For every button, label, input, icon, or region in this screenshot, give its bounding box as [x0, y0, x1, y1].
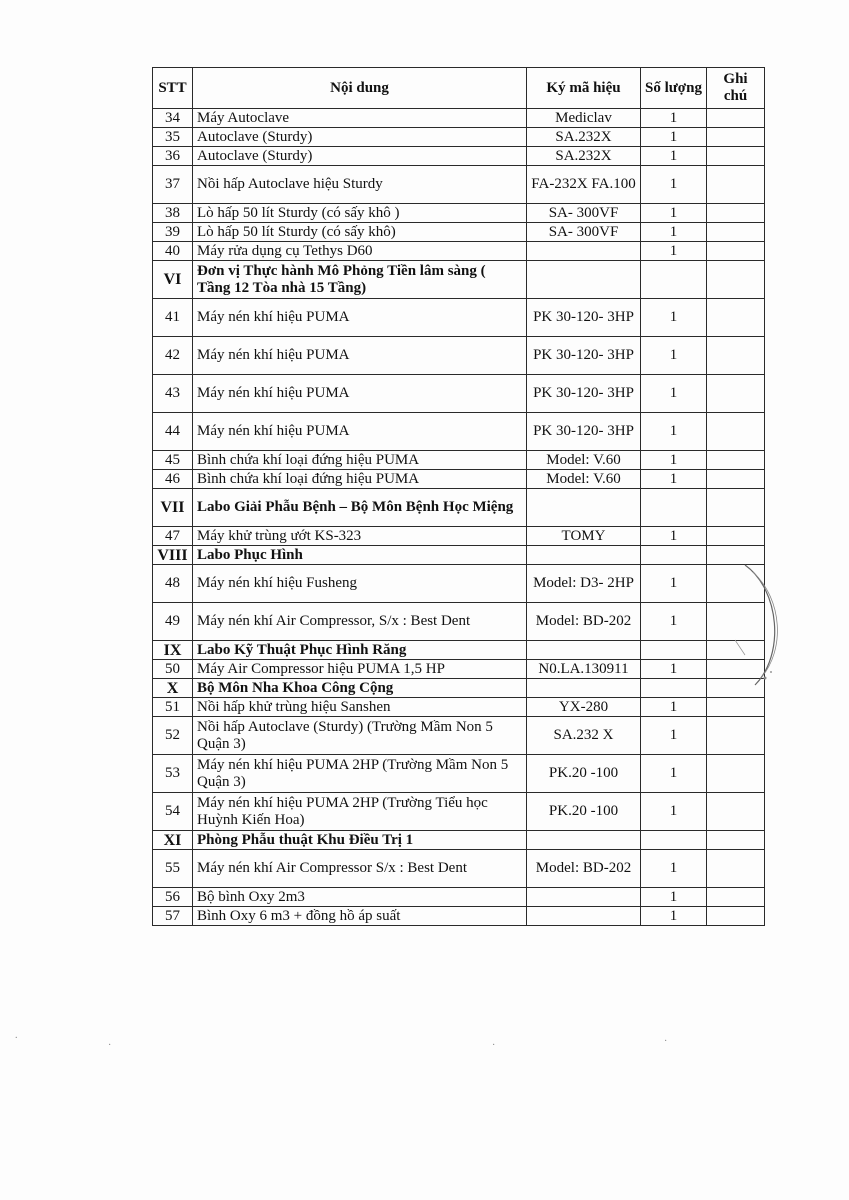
row-ky-ma-hieu-cell: PK 30-120- 3HP: [527, 375, 641, 413]
row-ky-ma-hieu-cell: SA.232X: [527, 147, 641, 166]
row-ghi-chu-cell: [707, 261, 765, 299]
row-noi-dung-cell: Máy nén khí hiệu PUMA: [193, 337, 527, 375]
row-ky-ma-hieu-cell: [527, 888, 641, 907]
row-so-luong-cell: 1: [641, 603, 707, 641]
row-noi-dung-cell: Phòng Phẫu thuật Khu Điều Trị 1: [193, 831, 527, 850]
row-ky-ma-hieu-cell: [527, 546, 641, 565]
row-stt-cell: 35: [153, 128, 193, 147]
header-ghi-chu: Ghi chú: [707, 68, 765, 109]
row-stt-cell: VI: [153, 261, 193, 299]
row-noi-dung-cell: Bình chứa khí loại đứng hiệu PUMA: [193, 470, 527, 489]
row-stt-cell: 45: [153, 451, 193, 470]
table-row: [153, 527, 765, 546]
row-so-luong-cell: [641, 831, 707, 850]
row-stt-cell: 36: [153, 147, 193, 166]
row-noi-dung-cell: Bình Oxy 6 m3 + đồng hồ áp suất: [193, 907, 527, 926]
row-ky-ma-hieu-cell: PK 30-120- 3HP: [527, 299, 641, 337]
table-row: [153, 470, 765, 489]
row-stt-cell: 57: [153, 907, 193, 926]
row-noi-dung-cell: Lò hấp 50 lít Sturdy (có sấy khô ): [193, 204, 527, 223]
row-ghi-chu-cell: [707, 204, 765, 223]
section-row: [153, 679, 765, 698]
row-stt-cell: 43: [153, 375, 193, 413]
row-ghi-chu-cell: [707, 850, 765, 888]
row-ky-ma-hieu-cell: PK 30-120- 3HP: [527, 337, 641, 375]
row-stt-cell: IX: [153, 641, 193, 660]
header-stt: STT: [153, 68, 193, 109]
row-stt-cell: 50: [153, 660, 193, 679]
scan-speck: ·: [108, 1040, 112, 1051]
row-stt-cell: 34: [153, 109, 193, 128]
row-noi-dung-cell: Máy rửa dụng cụ Tethys D60: [193, 242, 527, 261]
row-so-luong-cell: 1: [641, 204, 707, 223]
row-ky-ma-hieu-cell: SA.232X: [527, 128, 641, 147]
row-ky-ma-hieu-cell: SA- 300VF: [527, 204, 641, 223]
scan-speck: ·: [492, 1040, 496, 1051]
row-ky-ma-hieu-cell: YX-280: [527, 698, 641, 717]
row-noi-dung-cell: Lò hấp 50 lít Sturdy (có sấy khô): [193, 223, 527, 242]
row-ghi-chu-cell: [707, 166, 765, 204]
row-noi-dung-cell: Labo Phục Hình: [193, 546, 527, 565]
row-ghi-chu-cell: [707, 451, 765, 470]
row-stt-cell: 37: [153, 166, 193, 204]
row-so-luong-cell: 1: [641, 527, 707, 546]
table-row: [153, 147, 765, 166]
row-ghi-chu-cell: [707, 147, 765, 166]
row-so-luong-cell: 1: [641, 223, 707, 242]
row-noi-dung-cell: Nồi hấp Autoclave hiệu Sturdy: [193, 166, 527, 204]
table-row: [153, 299, 765, 337]
table-row: [153, 660, 765, 679]
row-noi-dung-cell: Máy nén khí hiệu PUMA: [193, 299, 527, 337]
row-so-luong-cell: 1: [641, 907, 707, 926]
row-noi-dung-cell: Máy khử trùng ướt KS-323: [193, 527, 527, 546]
row-noi-dung-cell: Bộ bình Oxy 2m3: [193, 888, 527, 907]
table-row: [153, 128, 765, 147]
row-noi-dung-cell: Đơn vị Thực hành Mô Phỏng Tiền lâm sàng ( Tầng 12 Tòa nhà 15 Tầng): [193, 261, 527, 299]
row-ghi-chu-cell: [707, 489, 765, 527]
row-stt-cell: XI: [153, 831, 193, 850]
row-noi-dung-cell: Máy Autoclave: [193, 109, 527, 128]
row-so-luong-cell: [641, 641, 707, 660]
row-so-luong-cell: [641, 679, 707, 698]
row-noi-dung-cell: Autoclave (Sturdy): [193, 147, 527, 166]
row-ghi-chu-cell: [707, 223, 765, 242]
table-row: [153, 565, 765, 603]
row-ky-ma-hieu-cell: PK.20 -100: [527, 755, 641, 793]
row-ghi-chu-cell: [707, 413, 765, 451]
row-ghi-chu-cell: [707, 717, 765, 755]
section-row: [153, 641, 765, 660]
row-so-luong-cell: 1: [641, 166, 707, 204]
row-ky-ma-hieu-cell: [527, 831, 641, 850]
row-so-luong-cell: 1: [641, 888, 707, 907]
row-noi-dung-cell: Máy nén khí Air Compressor S/x : Best Dent: [193, 850, 527, 888]
row-ghi-chu-cell: [707, 375, 765, 413]
row-ky-ma-hieu-cell: SA- 300VF: [527, 223, 641, 242]
row-noi-dung-cell: Autoclave (Sturdy): [193, 128, 527, 147]
row-noi-dung-cell: Máy nén khí hiệu PUMA: [193, 413, 527, 451]
table-row: [153, 451, 765, 470]
row-ghi-chu-cell: [707, 888, 765, 907]
row-so-luong-cell: 1: [641, 299, 707, 337]
row-so-luong-cell: 1: [641, 337, 707, 375]
row-ky-ma-hieu-cell: [527, 641, 641, 660]
row-stt-cell: 53: [153, 755, 193, 793]
row-ghi-chu-cell: [707, 793, 765, 831]
row-so-luong-cell: 1: [641, 375, 707, 413]
scan-speck: .: [15, 1030, 18, 1041]
scan-speck: ·: [664, 1036, 668, 1047]
row-stt-cell: 48: [153, 565, 193, 603]
row-noi-dung-cell: Nồi hấp Autoclave (Sturdy) (Trường Mầm Non 5 Quận 3): [193, 717, 527, 755]
row-noi-dung-cell: Labo Kỹ Thuật Phục Hình Răng: [193, 641, 527, 660]
row-ky-ma-hieu-cell: [527, 261, 641, 299]
row-ghi-chu-cell: [707, 470, 765, 489]
row-so-luong-cell: [641, 489, 707, 527]
row-ky-ma-hieu-cell: Model: D3- 2HP: [527, 565, 641, 603]
row-noi-dung-cell: Bình chứa khí loại đứng hiệu PUMA: [193, 451, 527, 470]
table-header-row: [153, 68, 765, 109]
header-ky-ma-hieu: Ký mã hiệu: [527, 68, 641, 109]
row-stt-cell: X: [153, 679, 193, 698]
section-row: [153, 546, 765, 565]
row-ky-ma-hieu-cell: [527, 907, 641, 926]
section-row: [153, 831, 765, 850]
table-row: [153, 223, 765, 242]
row-stt-cell: 49: [153, 603, 193, 641]
row-stt-cell: 46: [153, 470, 193, 489]
row-stt-cell: VIII: [153, 546, 193, 565]
row-ky-ma-hieu-cell: [527, 242, 641, 261]
row-stt-cell: 55: [153, 850, 193, 888]
row-so-luong-cell: [641, 261, 707, 299]
row-so-luong-cell: 1: [641, 698, 707, 717]
equipment-table: [152, 67, 765, 926]
row-stt-cell: 40: [153, 242, 193, 261]
row-noi-dung-cell: Máy Air Compressor hiệu PUMA 1,5 HP: [193, 660, 527, 679]
table-row: [153, 413, 765, 451]
row-so-luong-cell: 1: [641, 242, 707, 261]
header-noi-dung: Nội dung: [193, 68, 527, 109]
row-so-luong-cell: 1: [641, 660, 707, 679]
row-ghi-chu-cell: [707, 128, 765, 147]
table-row: [153, 337, 765, 375]
section-row: [153, 261, 765, 299]
table-row: [153, 907, 765, 926]
table-row: [153, 793, 765, 831]
row-ky-ma-hieu-cell: FA-232X FA.100: [527, 166, 641, 204]
table-row: [153, 888, 765, 907]
table-row: [153, 204, 765, 223]
row-stt-cell: 47: [153, 527, 193, 546]
section-row: [153, 489, 765, 527]
row-ky-ma-hieu-cell: Model: V.60: [527, 470, 641, 489]
row-stt-cell: 44: [153, 413, 193, 451]
row-so-luong-cell: 1: [641, 147, 707, 166]
row-noi-dung-cell: Bộ Môn Nha Khoa Công Cộng: [193, 679, 527, 698]
row-noi-dung-cell: Máy nén khí hiệu Fusheng: [193, 565, 527, 603]
table-row: [153, 242, 765, 261]
row-stt-cell: VII: [153, 489, 193, 527]
row-ghi-chu-cell: [707, 242, 765, 261]
row-noi-dung-cell: Labo Giải Phẫu Bệnh – Bộ Môn Bệnh Học Miệng: [193, 489, 527, 527]
row-ky-ma-hieu-cell: SA.232 X: [527, 717, 641, 755]
row-ky-ma-hieu-cell: TOMY: [527, 527, 641, 546]
row-so-luong-cell: 1: [641, 565, 707, 603]
row-so-luong-cell: 1: [641, 470, 707, 489]
row-so-luong-cell: 1: [641, 413, 707, 451]
row-ghi-chu-cell: [707, 831, 765, 850]
row-noi-dung-cell: Máy nén khí hiệu PUMA 2HP (Trường Mầm Non 5 Quận 3): [193, 755, 527, 793]
table-body: [153, 109, 765, 926]
row-ky-ma-hieu-cell: Model: V.60: [527, 451, 641, 470]
table-row: [153, 375, 765, 413]
row-so-luong-cell: 1: [641, 717, 707, 755]
table-row: [153, 166, 765, 204]
row-ghi-chu-cell: [707, 337, 765, 375]
row-ghi-chu-cell: [707, 299, 765, 337]
row-ghi-chu-cell: [707, 109, 765, 128]
row-ky-ma-hieu-cell: PK.20 -100: [527, 793, 641, 831]
row-ghi-chu-cell: [707, 755, 765, 793]
row-stt-cell: 38: [153, 204, 193, 223]
row-ky-ma-hieu-cell: PK 30-120- 3HP: [527, 413, 641, 451]
row-stt-cell: 54: [153, 793, 193, 831]
row-noi-dung-cell: Máy nén khí hiệu PUMA 2HP (Trường Tiểu học Huỳnh Kiến Hoa): [193, 793, 527, 831]
row-so-luong-cell: [641, 546, 707, 565]
row-so-luong-cell: 1: [641, 755, 707, 793]
row-stt-cell: 42: [153, 337, 193, 375]
header-so-luong: Số lượng: [641, 68, 707, 109]
partial-stamp-mark: [735, 560, 787, 690]
row-so-luong-cell: 1: [641, 850, 707, 888]
row-ky-ma-hieu-cell: Model: BD-202: [527, 603, 641, 641]
table-row: [153, 850, 765, 888]
table-row: [153, 755, 765, 793]
row-ky-ma-hieu-cell: N0.LA.130911: [527, 660, 641, 679]
row-so-luong-cell: 1: [641, 128, 707, 147]
row-noi-dung-cell: Nồi hấp khử trùng hiệu Sanshen: [193, 698, 527, 717]
row-noi-dung-cell: Máy nén khí Air Compressor, S/x : Best Dent: [193, 603, 527, 641]
row-so-luong-cell: 1: [641, 451, 707, 470]
table-row: [153, 698, 765, 717]
table-row: [153, 717, 765, 755]
row-so-luong-cell: 1: [641, 109, 707, 128]
row-ghi-chu-cell: [707, 698, 765, 717]
table-row: [153, 109, 765, 128]
row-stt-cell: 56: [153, 888, 193, 907]
row-so-luong-cell: 1: [641, 793, 707, 831]
table-row: [153, 603, 765, 641]
row-ghi-chu-cell: [707, 907, 765, 926]
row-ky-ma-hieu-cell: [527, 679, 641, 698]
row-ky-ma-hieu-cell: [527, 489, 641, 527]
row-noi-dung-cell: Máy nén khí hiệu PUMA: [193, 375, 527, 413]
row-ky-ma-hieu-cell: Mediclav: [527, 109, 641, 128]
row-stt-cell: 39: [153, 223, 193, 242]
row-stt-cell: 51: [153, 698, 193, 717]
row-ky-ma-hieu-cell: Model: BD-202: [527, 850, 641, 888]
row-stt-cell: 52: [153, 717, 193, 755]
row-stt-cell: 41: [153, 299, 193, 337]
row-ghi-chu-cell: [707, 527, 765, 546]
